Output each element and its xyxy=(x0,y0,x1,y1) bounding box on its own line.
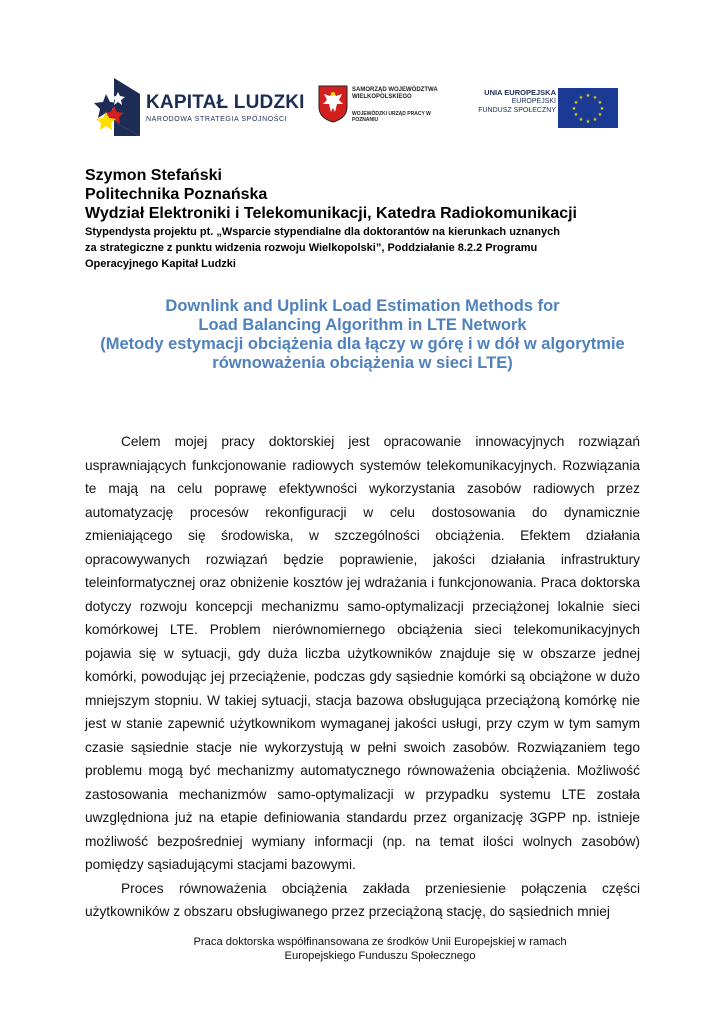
svg-text:★: ★ xyxy=(599,106,605,112)
wielkopolska-line1: SAMORZĄD WOJEWÓDZTWA WIELKOPOLSKIEGO xyxy=(352,87,438,100)
title-line3: (Metody estymacji obciążenia dla łączy w górę i w dół w algorytmie xyxy=(100,335,625,353)
ue-line3: FUNDUSZ SPOŁECZNY xyxy=(478,107,556,114)
svg-text:★: ★ xyxy=(578,117,584,123)
ue-text xyxy=(478,88,556,115)
kapital-ludzki-logo xyxy=(92,76,305,138)
kapital-ludzki-subtitle: NARODOWA STRATEGIA SPÓJNOŚCI xyxy=(146,116,288,123)
scholarship-line1: Stypendysta projektu pt. „Wsparcie stypendialne dla doktorantów na kierunkach uznanych xyxy=(85,226,560,238)
body-paragraph-1: Celem mojej pracy doktorskiej jest opracowanie innowacyjnych rozwiązań usprawniających funkcjonowanie radiowych systemów telekomunikacyjnych. Rozwiązania te mają na celu poprawę efektywności wykorzystania zasobów radiowych przez automatyzację procesów rekonfiguracji w celu dostosowania do dynamicznie zmieniającego się środowiska, w szczególności obciążenia. Efektem działania opracowywanych rozwiązań będzie poprawienie, jakości działania infrastruktury teleinformatycznej oraz obniżenie kosztów jej wdrażania i funkcjonowania. Praca doktorska dotyczy rozwoju koncepcji mechanizmu samo-optymalizacji przeciążonej lokalnie sieci komórkowej LTE. Problem nierównomiernego obciążenia sieci telekomunikacyjnych pojawia się w sytuacji, gdy duża liczba użytkowników znajduje się w obszarze jednej komórki, powodując jej przeciążenie, podczas gdy sąsiednie komórki są obciążone w dużo mniejszym stopniu. W takiej sytuacji, stacja bazowa obsługująca przeciążoną komórkę nie jest w stanie zapewnić użytkownikom wymaganej jakości usługi, przy czym w tym samym czasie sąsiednie stacje nie wykorzystują w pełni swoich zasobów. Rozwiązaniem tego problemu mogą być mechanizmy automatycznego równoważenia obciążenia. Możliwość zastosowania mechanizmów samo-optymalizacji w przypadku systemu LTE została uwzględniona już na etapie definiowania standardu przez organizację 3GPP np. istnieje możliwość bezpośredniej wymiany informacji (np. na temat ilości wolnych zasobów) pomiędzy sąsiadującymi stacjami bazowymi. xyxy=(85,434,640,872)
scholarship-line3: Operacyjnego Kapitał Ludzki xyxy=(85,258,236,270)
svg-text:★: ★ xyxy=(578,95,584,101)
svg-text:★: ★ xyxy=(585,93,591,99)
eu-flag-icon xyxy=(558,88,618,128)
wielkopolska-line2: WOJEWÓDZKI URZĄD PRACY W POZNANIU xyxy=(352,111,431,123)
svg-text:★: ★ xyxy=(585,119,591,125)
footer-line1: Praca doktorska współfinansowana ze środków Unii Europejskiej w ramach xyxy=(193,936,567,948)
svg-text:★: ★ xyxy=(571,106,577,112)
title-line1: Downlink and Uplink Load Estimation Methods for xyxy=(165,297,560,315)
svg-text:★: ★ xyxy=(592,95,598,101)
author-block xyxy=(85,166,665,272)
european-union-logo xyxy=(466,88,622,128)
thesis-title xyxy=(70,297,655,373)
university-name: Politechnika Poznańska xyxy=(85,186,268,203)
kapital-ludzki-title: KAPITAŁ LUDZKI xyxy=(146,92,305,113)
scholarship-info xyxy=(85,224,665,272)
svg-text:★: ★ xyxy=(597,112,603,118)
svg-text:★: ★ xyxy=(573,100,579,106)
svg-text:★: ★ xyxy=(573,112,579,118)
wielkopolska-logo xyxy=(318,85,436,127)
footer-line2: Europejskiego Funduszu Społecznego xyxy=(284,950,476,962)
title-line4: równoważenia obciążenia w sieci LTE) xyxy=(212,354,513,372)
page-footer xyxy=(100,935,660,963)
ue-line1: UNIA EUROPEJSKA xyxy=(484,88,556,97)
body-paragraph-2: Proces równoważenia obciążenia zakłada przeniesienie połączenia części użytkowników z obszaru obsługiwanego przez przeciążoną stację, do sąsiednich mniej xyxy=(85,880,640,919)
author-name: Szymon Stefański xyxy=(85,167,222,184)
svg-text:★: ★ xyxy=(592,117,598,123)
eagle-crest-icon xyxy=(318,85,348,123)
svg-text:★: ★ xyxy=(597,100,603,106)
body-text xyxy=(85,430,640,924)
scholarship-line2: za strategiczne z punktu widzenia rozwoju Wielkopolski”, Poddziałanie 8.2.2 Programu xyxy=(85,242,538,254)
ue-line2: EUROPEJSKI xyxy=(511,98,556,105)
faculty-name: Wydział Elektroniki i Telekomunikacji, Katedra Radiokomunikacji xyxy=(85,205,577,222)
title-line2: Load Balancing Algorithm in LTE Network xyxy=(198,316,527,334)
kapital-ludzki-mark-icon xyxy=(92,76,142,138)
